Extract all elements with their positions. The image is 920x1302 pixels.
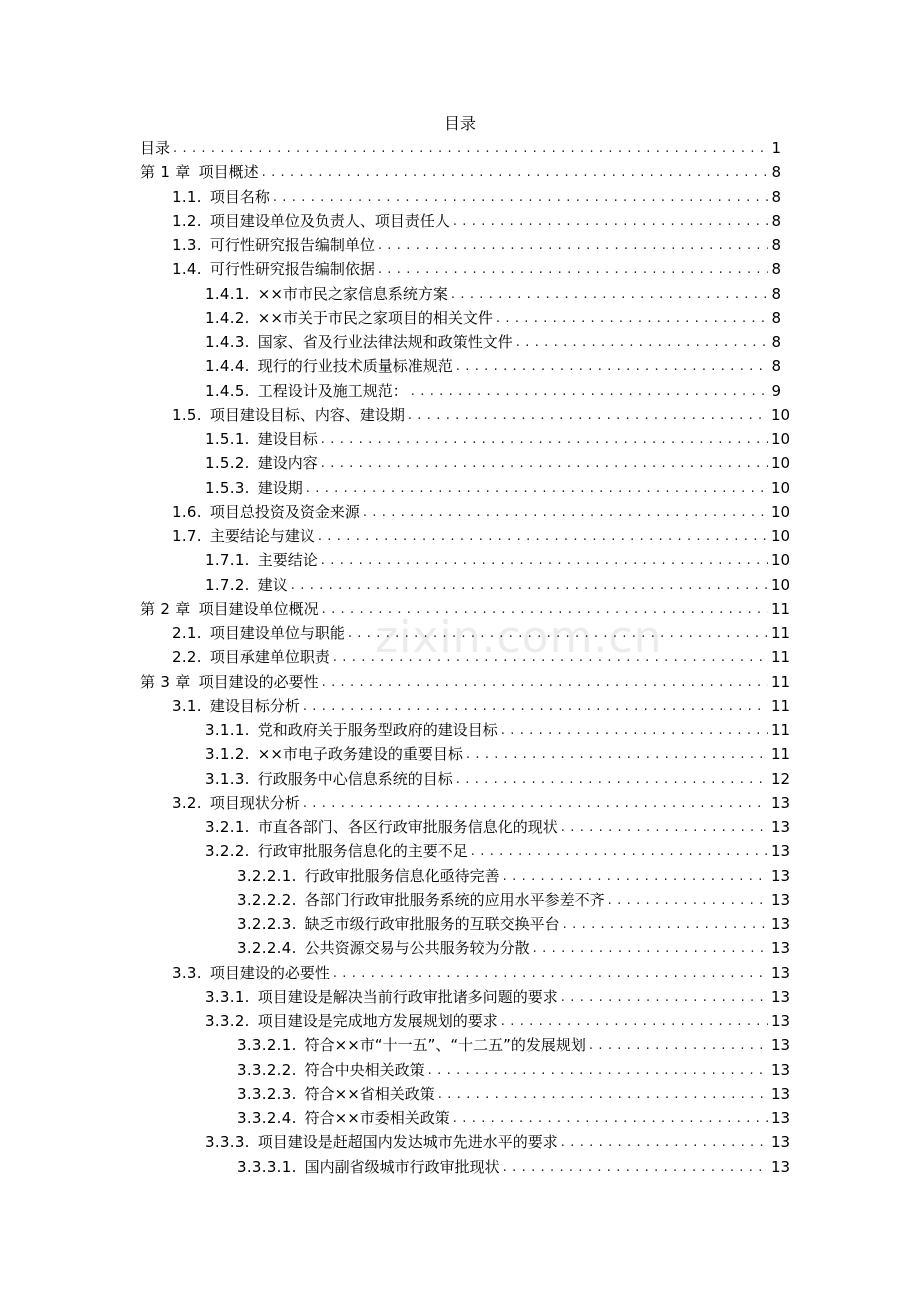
toc-leader-dots — [563, 913, 768, 937]
toc-leader-dots — [466, 743, 768, 767]
toc-entry-number: 1.7. — [172, 527, 202, 545]
toc-leader-dots — [428, 1059, 768, 1083]
toc-entry-number: 3.3.2.3. — [237, 1084, 297, 1103]
toc-entry[interactable] — [205, 282, 781, 306]
toc-entry[interactable] — [237, 1033, 791, 1057]
toc-entry-title: 符合××省相关政策 — [304, 1084, 435, 1103]
toc-entry-number: 3.2.2.1. — [237, 866, 297, 885]
toc-entry-number: 第 3 章 — [140, 672, 191, 691]
toc-entry-number: 3.1. — [172, 696, 202, 715]
toc-entry-number: 1.2. — [172, 211, 202, 230]
toc-entry-number: 第 2 章 — [140, 599, 191, 618]
toc-leader-dots — [411, 380, 768, 404]
toc-entry-number: 3.2.2.2. — [237, 890, 297, 909]
toc-entry-number: 3.1.1. — [205, 721, 250, 739]
toc-entry-title: 国内副省级城市行政审批现状 — [304, 1157, 500, 1176]
toc-entry-number: 1.7.1. — [205, 551, 250, 570]
toc-entry[interactable] — [205, 767, 791, 791]
toc-entry-number: 3.3.2. — [205, 1012, 250, 1030]
toc-entry[interactable] — [205, 1130, 791, 1154]
toc-entry-page: 13 — [771, 818, 791, 836]
toc-entry-page: 10 — [771, 405, 791, 424]
toc-entry-page: 8 — [771, 260, 781, 279]
toc-entry[interactable] — [172, 645, 791, 669]
toc-leader-dots — [333, 646, 768, 670]
toc-entry-page: 8 — [771, 236, 781, 254]
toc-entry[interactable] — [237, 1082, 791, 1106]
toc-entry-number: 2.1. — [172, 624, 202, 642]
toc-entry-page: 11 — [771, 599, 791, 618]
toc-leader-dots — [273, 186, 768, 210]
toc-entry-page: 13 — [771, 1084, 791, 1103]
toc-entry-number: 3.3.2.1. — [237, 1036, 297, 1055]
toc-leader-dots — [503, 865, 768, 889]
toc-entry-page: 10 — [771, 478, 791, 497]
toc-leader-dots — [456, 768, 768, 792]
toc-entry-page: 8 — [771, 211, 781, 230]
toc-entry[interactable] — [205, 573, 791, 597]
toc-entry[interactable] — [205, 1009, 791, 1033]
toc-entry-page: 13 — [771, 963, 791, 982]
toc-entry-title: 建设目标分析 — [209, 696, 300, 715]
toc-entry-number: 1.4.2. — [205, 308, 250, 327]
toc-leader-dots — [561, 986, 768, 1010]
toc-entry[interactable] — [237, 936, 791, 960]
toc-entry-page: 13 — [771, 987, 791, 1006]
toc-leader-dots — [318, 525, 768, 549]
toc-leader-dots — [291, 574, 768, 598]
toc-leader-dots — [501, 719, 768, 743]
toc-entry-number: 1.5.1. — [205, 430, 250, 448]
toc-entry-page: 13 — [771, 842, 791, 861]
toc-leader-dots — [533, 937, 768, 961]
toc-leader-dots — [451, 283, 768, 307]
toc-entry[interactable] — [205, 330, 781, 354]
toc-entry-page: 11 — [771, 696, 791, 715]
toc-entry-number: 3.2. — [172, 793, 202, 812]
toc-leader-dots — [453, 210, 768, 234]
toc-entry-number: 3.2.2. — [205, 842, 250, 861]
toc-leader-dots — [438, 1083, 768, 1107]
toc-entry-page: 11 — [771, 624, 791, 642]
toc-entry-title: 项目建设单位概况 — [198, 599, 319, 618]
toc-entry-page: 10 — [771, 454, 791, 473]
toc-entry-page: 8 — [771, 187, 781, 206]
toc-entry-page: 13 — [771, 1012, 791, 1030]
toc-entry-number: 1.7.2. — [205, 575, 250, 594]
toc-leader-dots — [322, 598, 768, 622]
page-title: 目录 — [443, 114, 476, 133]
toc-entry-title: 项目承建单位职责 — [209, 648, 330, 667]
toc-entry-title: 公共资源交易与公共服务较为分散 — [304, 939, 530, 958]
toc-leader-dots — [321, 428, 768, 452]
toc-entry-number: 1.5. — [172, 405, 202, 424]
toc-entry-title: 工程设计及施工规范： — [257, 381, 408, 400]
toc-entry-page: 8 — [771, 308, 781, 327]
toc-leader-dots — [503, 1156, 768, 1180]
toc-entry-title: 缺乏市级行政审批服务的互联交换平台 — [304, 915, 560, 933]
toc-entry-number: 3.3.3.1. — [237, 1157, 297, 1176]
toc-entry-title: 行政服务中心信息系统的目标 — [257, 769, 453, 788]
toc-entry-title: 项目建设是解决当前行政审批诸多问题的要求 — [257, 987, 558, 1006]
toc-entry-title: 项目名称 — [209, 187, 270, 206]
toc-entry[interactable] — [237, 1106, 791, 1130]
toc-entry-page: 8 — [771, 333, 781, 351]
toc-entry[interactable] — [205, 451, 791, 475]
toc-entry-page: 12 — [771, 769, 791, 788]
toc-entry-title: 各部门行政审批服务系统的应用水平参差不齐 — [304, 890, 605, 909]
toc-entry-page: 11 — [771, 721, 791, 739]
toc-entry-page: 13 — [771, 939, 791, 958]
toc-entry-page: 9 — [771, 381, 781, 400]
toc-entry-number: 2.2. — [172, 648, 202, 667]
toc-entry[interactable] — [205, 306, 781, 330]
toc-leader-dots — [501, 1010, 768, 1034]
toc-leader-dots — [333, 962, 768, 986]
toc-entry-title: 符合××市委相关政策 — [304, 1109, 450, 1127]
toc-entry[interactable] — [237, 864, 791, 888]
toc-entry-title: 可行性研究报告编制单位 — [209, 236, 375, 254]
toc-entry-title: 符合××市“十一五”、“十二五”的发展规划 — [304, 1036, 586, 1055]
toc-entry-number: 3.3.2.2. — [237, 1060, 297, 1079]
toc-entry-number: 1.4.4. — [205, 357, 250, 376]
toc-entry[interactable] — [172, 791, 791, 815]
toc-entry-title: 项目建设的必要性 — [198, 672, 319, 691]
toc-entry[interactable] — [140, 597, 791, 621]
toc-entry-title: 项目建设单位与职能 — [209, 624, 345, 642]
toc-entry-number: 3.1.3. — [205, 769, 250, 788]
toc-entry-title: 项目建设的必要性 — [209, 963, 330, 982]
toc-entry[interactable] — [172, 233, 781, 257]
toc-entry-number: 3.2.1. — [205, 818, 250, 836]
toc-entry-number: 1.6. — [172, 502, 202, 521]
toc-entry[interactable] — [237, 912, 791, 936]
toc-leader-dots — [456, 355, 768, 379]
toc-entry-page: 13 — [771, 793, 791, 812]
toc-entry[interactable] — [172, 403, 791, 427]
toc-leader-dots — [561, 816, 768, 840]
toc-entry-title: 主要结论与建议 — [209, 527, 315, 545]
toc-entry-page: 8 — [771, 163, 781, 182]
toc-entry-title: 项目概述 — [198, 163, 259, 182]
toc-entry[interactable] — [205, 815, 791, 839]
toc-entry-title: 党和政府关于服务型政府的建设目标 — [257, 721, 498, 739]
toc-entry-page: 11 — [771, 672, 791, 691]
toc-leader-dots — [453, 1107, 768, 1131]
toc-entry[interactable] — [205, 354, 781, 378]
toc-leader-dots — [471, 840, 768, 864]
toc-entry[interactable] — [172, 209, 781, 233]
toc-leader-dots — [496, 307, 768, 331]
toc-entry-title: 符合中央相关政策 — [304, 1060, 425, 1079]
toc-entry[interactable] — [205, 718, 791, 742]
toc-entry-page: 13 — [771, 890, 791, 909]
toc-entry-page: 10 — [771, 527, 791, 545]
toc-entry-title: 项目建设单位及负责人、项目责任人 — [209, 211, 450, 230]
toc-entry-title: 行政审批服务信息化亟待完善 — [304, 866, 500, 885]
toc-entry[interactable] — [205, 548, 791, 572]
toc-leader-dots — [363, 501, 768, 525]
toc-leader-dots — [378, 234, 768, 258]
toc-entry-number: 1.1. — [172, 187, 202, 206]
toc-entry-page: 10 — [771, 430, 791, 448]
toc-entry-title: 项目建设是赶超国内发达城市先进水平的要求 — [257, 1133, 558, 1152]
toc-leader-dots — [303, 792, 768, 816]
toc-entry-title: 目录 — [140, 139, 171, 157]
toc-leader-dots — [306, 477, 768, 501]
toc-leader-dots — [589, 1034, 768, 1058]
toc-entry-number: 1.5.2. — [205, 454, 250, 473]
toc-entry-page: 13 — [771, 1060, 791, 1079]
toc-entry-title: 行政审批服务信息化的主要不足 — [257, 842, 468, 861]
watermark: zixin.com.cn — [375, 612, 663, 663]
toc-entry-title: 项目现状分析 — [209, 793, 300, 812]
toc-entry-page: 10 — [771, 502, 791, 521]
toc-entry-title: 现行的行业技术质量标准规范 — [257, 357, 453, 376]
toc-entry[interactable] — [172, 257, 781, 281]
toc-entry-number: 3.2.2.4. — [237, 939, 297, 958]
toc-entry[interactable] — [205, 742, 791, 766]
toc-entry-page: 8 — [771, 284, 781, 303]
toc-entry-page: 10 — [771, 575, 791, 594]
toc-entry-number: 3.1.2. — [205, 745, 250, 764]
toc-entry[interactable] — [172, 961, 791, 985]
toc-entry-title: 可行性研究报告编制依据 — [209, 260, 375, 279]
toc-leader-dots — [561, 1131, 768, 1155]
toc-entry[interactable] — [205, 476, 791, 500]
toc-entry-title: 项目建设是完成地方发展规划的要求 — [257, 1012, 498, 1030]
toc-entry-title: ××市关于市民之家项目的相关文件 — [257, 308, 493, 327]
toc-entry-number: 1.4.1. — [205, 284, 250, 303]
toc-entry[interactable] — [140, 670, 791, 694]
toc-entry-number: 第 1 章 — [140, 163, 191, 182]
toc-entry-title: 建设内容 — [257, 454, 318, 473]
toc-entry-number: 3.2.2.3. — [237, 915, 297, 933]
toc-entry-number: 3.3.1. — [205, 987, 250, 1006]
toc-entry[interactable] — [172, 694, 791, 718]
toc-entry-page: 11 — [771, 648, 791, 667]
toc-leader-dots — [608, 889, 768, 913]
toc-entry[interactable] — [140, 136, 781, 160]
toc-entry-title: 市直各部门、各区行政审批服务信息化的现状 — [257, 818, 558, 836]
toc-entry[interactable] — [237, 888, 791, 912]
toc-entry-number: 1.5.3. — [205, 478, 250, 497]
toc-entry-title: 建设期 — [257, 478, 303, 497]
toc-leader-dots — [348, 622, 768, 646]
toc-entry-number: 1.4.5. — [205, 381, 250, 400]
toc-leader-dots — [516, 331, 768, 355]
toc-entry-title: 国家、省及行业法律法规和政策性文件 — [257, 333, 513, 351]
toc-entry-number: 3.3.3. — [205, 1133, 250, 1152]
toc-leader-dots — [321, 549, 768, 573]
toc-entry-title: 项目建设目标、内容、建设期 — [209, 405, 405, 424]
toc-entry[interactable] — [205, 379, 781, 403]
toc-entry[interactable] — [205, 839, 791, 863]
toc-entry-title: 建议 — [257, 575, 288, 594]
toc-entry[interactable] — [140, 160, 781, 184]
toc-entry-page: 11 — [771, 745, 791, 764]
toc-entry-title: 建设目标 — [257, 430, 318, 448]
toc-entry-title: ××市市民之家信息系统方案 — [257, 284, 448, 303]
toc-entry-number: 3.3. — [172, 963, 202, 982]
toc-leader-dots — [378, 258, 768, 282]
toc-entry[interactable] — [172, 621, 791, 645]
toc-entry-number: 3.3.2.4. — [237, 1109, 297, 1127]
toc-entry-page: 1 — [771, 139, 781, 157]
toc-leader-dots — [321, 452, 768, 476]
toc-entry-number: 1.4. — [172, 260, 202, 279]
toc-entry-number: 1.3. — [172, 236, 202, 254]
toc-entry[interactable] — [172, 500, 791, 524]
toc-entry[interactable] — [237, 1058, 791, 1082]
toc-entry-page: 13 — [771, 1157, 791, 1176]
toc-leader-dots — [262, 161, 768, 185]
toc-leader-dots — [322, 671, 768, 695]
toc-entry-page: 13 — [771, 1109, 791, 1127]
toc-entry-page: 13 — [771, 1036, 791, 1055]
toc-entry-title: 项目总投资及资金来源 — [209, 502, 360, 521]
toc-entry[interactable] — [205, 985, 791, 1009]
toc-entry[interactable] — [172, 524, 791, 548]
toc-entry[interactable] — [172, 185, 781, 209]
toc-entry-number: 1.4.3. — [205, 333, 250, 351]
toc-entry-page: 10 — [771, 551, 791, 570]
toc-entry-page: 8 — [771, 357, 781, 376]
toc-entry[interactable] — [237, 1155, 791, 1179]
toc-entry[interactable] — [205, 427, 791, 451]
toc-leader-dots — [408, 404, 768, 428]
toc-leader-dots — [303, 695, 768, 719]
toc-entry-page: 13 — [771, 1133, 791, 1152]
toc-entry-title: 主要结论 — [257, 551, 318, 570]
toc-entry-page: 13 — [771, 866, 791, 885]
toc-entry-page: 13 — [771, 915, 791, 933]
toc-entry-title: ××市电子政务建设的重要目标 — [257, 745, 463, 764]
toc-leader-dots — [173, 137, 768, 161]
